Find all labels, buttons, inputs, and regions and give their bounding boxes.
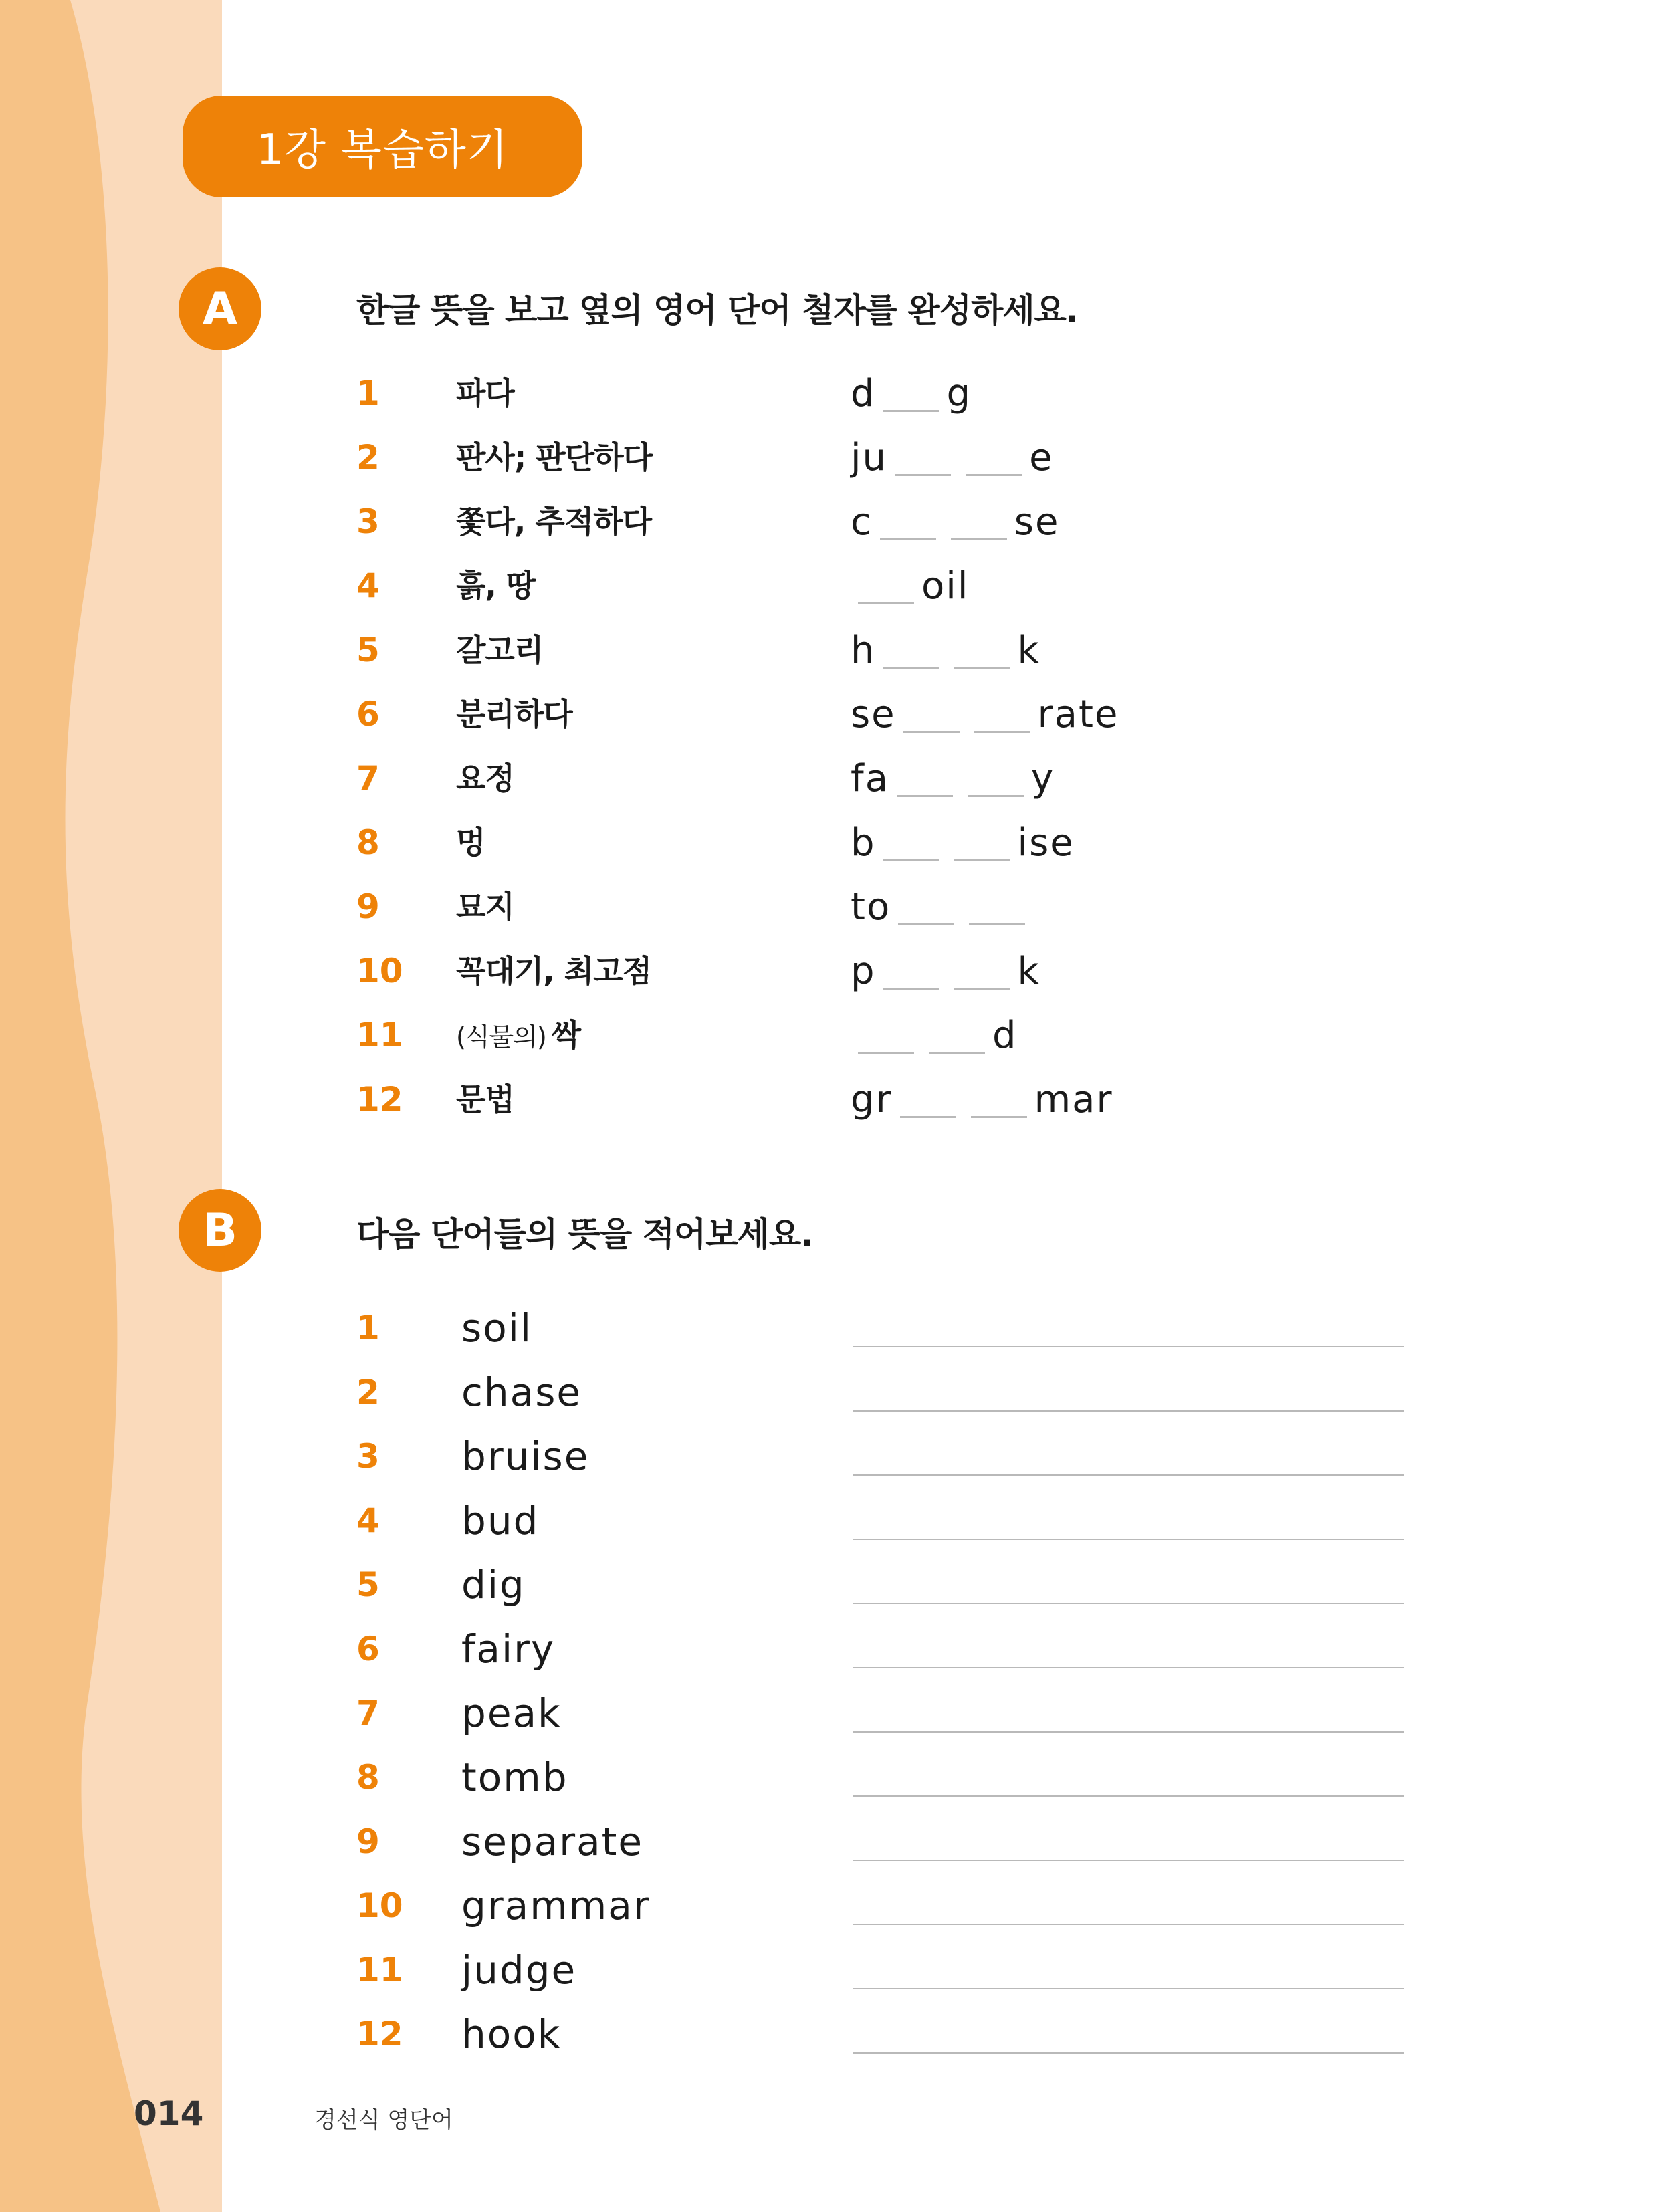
english-word: dig [461,1562,526,1608]
korean-meaning [456,618,543,682]
item-number: 5 [356,1565,380,1604]
letter-blank[interactable] [897,760,953,797]
meaning-text: 요정 [456,760,514,796]
spelling-puzzle [851,361,972,425]
korean-meaning [456,554,535,618]
meaning-text: 쫓다, 추적하다 [456,504,652,540]
korean-meaning [456,746,514,810]
spelling-row [0,682,1659,746]
spelling-row [0,1067,1659,1131]
item-number: 3 [356,1437,380,1476]
book-title: 경선식 영단어 [314,2107,453,2134]
english-word: hook [461,2011,562,2057]
page-number: 014 [134,2094,204,2133]
answer-line[interactable] [853,1410,1404,1412]
spelling-puzzle [851,1003,1018,1067]
meaning-text: 흙, 땅 [456,568,536,604]
english-word: separate [461,1819,644,1864]
word-fragment: k [1017,949,1040,993]
meaning-row [0,1809,1659,1874]
word-fragment: mar [1034,1077,1113,1121]
spelling-row [0,810,1659,875]
spelling-puzzle [851,1067,1113,1131]
meaning-text: 문법 [456,1081,514,1117]
english-word: fairy [461,1626,556,1672]
answer-line[interactable] [853,1731,1404,1733]
letter-blank[interactable] [971,1081,1027,1118]
word-fragment: oil [921,564,970,608]
word-fragment: g [946,371,972,415]
section-b-badge: B [179,1189,261,1272]
meaning-text: 판사; 판단하다 [456,439,653,475]
item-number: 6 [356,695,380,734]
word-fragment: ju [851,435,888,479]
meaning-text: 파다 [456,375,514,411]
word-fragment: d [851,371,876,415]
letter-blank[interactable] [880,504,936,540]
english-word: bud [461,1498,540,1543]
letter-blank[interactable] [974,696,1030,733]
item-number: 3 [356,502,380,541]
spelling-puzzle [851,810,1075,875]
letter-blank[interactable] [968,760,1024,797]
word-fragment: se [1014,500,1060,544]
item-number: 1 [356,374,380,413]
korean-meaning [456,489,651,554]
meaning-row [0,1553,1659,1617]
meaning-row [0,1424,1659,1488]
section-b-instruction: 다음 단어들의 뜻을 적어보세요. [356,1215,813,1254]
english-word: soil [461,1305,532,1351]
answer-line[interactable] [853,1924,1404,1925]
word-fragment: e [1029,435,1054,479]
section-a-instruction: 한글 뜻을 보고 옆의 영어 단어 철자를 완성하세요. [356,291,1078,330]
meaning-row [0,2002,1659,2066]
word-fragment: rate [1037,692,1119,736]
item-number: 5 [356,631,380,669]
lesson-title-banner [183,96,582,197]
word-fragment: k [1017,628,1040,672]
english-word: bruise [461,1434,590,1479]
spelling-row [0,875,1659,939]
item-number: 1 [356,1309,380,1347]
meaning-text: 싹 [551,1017,581,1053]
answer-line[interactable] [853,1474,1404,1476]
item-number: 9 [356,887,380,926]
item-number: 4 [356,566,380,605]
item-number: 6 [356,1630,380,1668]
english-word: chase [461,1369,582,1415]
spelling-row [0,618,1659,682]
spelling-puzzle [851,425,1054,489]
item-number: 2 [356,1373,380,1412]
spelling-row [0,939,1659,1003]
korean-meaning [456,361,514,425]
answer-line[interactable] [853,1988,1404,1989]
meaning-text: 분리하다 [456,696,572,732]
meaning-note: (식물의) [456,1022,546,1052]
item-number: 11 [356,1951,403,1989]
letter-blank[interactable] [858,1017,914,1054]
meaning-row [0,1681,1659,1745]
letter-blank[interactable] [883,375,939,412]
word-fragment: b [851,820,876,865]
letter-blank[interactable] [900,1081,956,1118]
letter-blank[interactable] [883,632,939,669]
korean-meaning [456,682,572,746]
spelling-puzzle [851,875,1032,939]
letter-blank[interactable] [929,1017,985,1054]
letter-blank[interactable] [954,824,1010,861]
korean-meaning [456,810,485,875]
english-word: peak [461,1690,562,1736]
letter-blank[interactable] [903,696,960,733]
word-fragment: se [851,692,896,736]
spelling-row [0,554,1659,618]
meaning-row [0,1745,1659,1809]
word-fragment: fa [851,756,890,800]
answer-line[interactable] [853,1346,1404,1347]
spelling-puzzle [851,489,1059,554]
answer-line[interactable] [853,1603,1404,1604]
item-number: 12 [356,2015,403,2054]
meaning-row [0,1617,1659,1681]
meaning-row [0,1360,1659,1424]
item-number: 7 [356,1694,380,1733]
word-fragment: h [851,628,876,672]
word-fragment: p [851,949,876,993]
item-number: 10 [356,952,403,990]
lesson-title: 1강 복습하기 [256,126,509,175]
item-number: 11 [356,1016,403,1055]
korean-meaning [456,939,651,1003]
item-number: 10 [356,1886,403,1925]
item-number: 12 [356,1080,403,1119]
item-number: 8 [356,1758,380,1797]
item-number: 9 [356,1822,380,1861]
item-number: 7 [356,759,380,798]
meaning-row [0,1874,1659,1938]
korean-meaning [456,425,652,489]
meaning-text: 꼭대기, 최고점 [456,953,652,989]
answer-line[interactable] [853,1795,1404,1797]
letter-blank[interactable] [969,889,1025,925]
letter-blank[interactable] [858,568,914,604]
korean-meaning [456,875,514,939]
word-fragment: c [851,500,873,544]
item-number: 2 [356,438,380,477]
answer-line[interactable] [853,1539,1404,1540]
letter-blank[interactable] [966,439,1022,476]
word-fragment: d [992,1013,1018,1057]
meaning-text: 갈고리 [456,632,544,668]
item-number: 4 [356,1501,380,1540]
english-word: grammar [461,1883,651,1928]
letter-blank[interactable] [895,439,951,476]
english-word: tomb [461,1755,568,1800]
spelling-row [0,361,1659,425]
spelling-puzzle [851,618,1040,682]
spelling-row [0,425,1659,489]
word-fragment: gr [851,1077,893,1121]
letter-blank[interactable] [951,504,1007,540]
spelling-puzzle [851,746,1055,810]
meaning-row [0,1488,1659,1553]
letter-blank[interactable] [898,889,954,925]
answer-line[interactable] [853,1860,1404,1861]
word-fragment: ise [1017,820,1075,865]
english-word: judge [461,1947,577,1993]
letter-blank[interactable] [883,824,939,861]
spelling-puzzle [851,554,969,618]
korean-meaning [456,1067,514,1131]
spelling-row [0,489,1659,554]
answer-line[interactable] [853,2052,1404,2054]
word-fragment: to [851,885,891,929]
letter-blank[interactable] [883,953,939,990]
letter-blank[interactable] [954,632,1010,669]
section-a-badge: A [179,267,261,350]
meaning-text: 멍 [456,824,485,861]
letter-blank[interactable] [954,953,1010,990]
spelling-puzzle [851,939,1040,1003]
korean-meaning [456,1003,580,1067]
meaning-text: 묘지 [456,889,514,925]
spelling-row [0,1003,1659,1067]
answer-line[interactable] [853,1667,1404,1668]
meaning-row [0,1938,1659,2002]
meaning-row [0,1296,1659,1360]
spelling-puzzle [851,682,1119,746]
spelling-row [0,746,1659,810]
item-number: 8 [356,823,380,862]
word-fragment: y [1031,756,1055,800]
